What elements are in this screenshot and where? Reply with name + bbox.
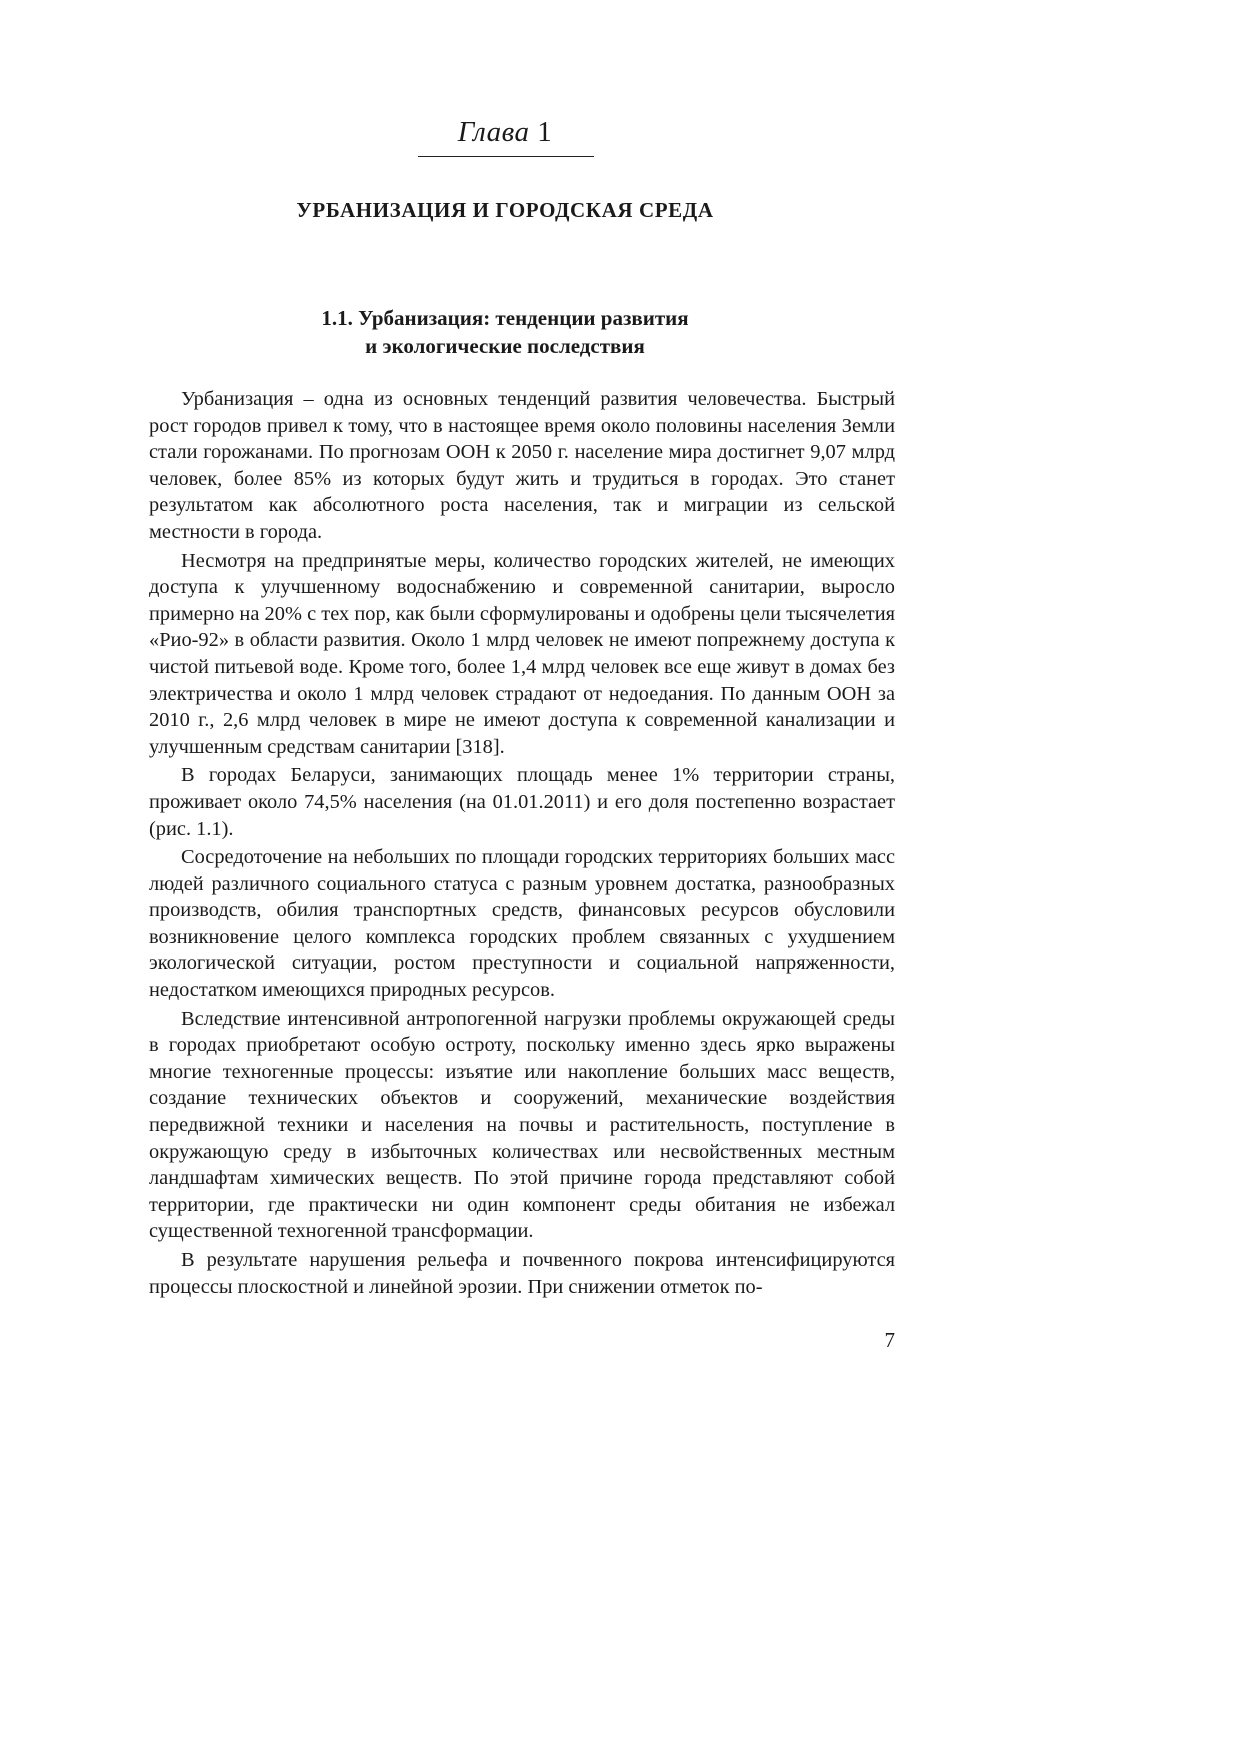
section-title-line-2: и экологические последствия <box>365 334 645 358</box>
page-number: 7 <box>884 1328 895 1352</box>
body-text <box>149 386 895 1302</box>
section-title <box>0 304 1010 360</box>
chapter-number: 1 <box>537 116 553 148</box>
section-title-line-1: 1.1. Урбанизация: тенденции развития <box>321 306 689 330</box>
chapter-divider <box>418 156 594 157</box>
chapter-word: Глава <box>457 116 530 148</box>
chapter-label <box>0 116 1010 149</box>
paragraph: Несмотря на предпринятые меры, количество городских жителей, не имеющих доступа к улучшенному водоснабжению и современной санитарии, выросло примерно на 20% с тех пор, как были сформулированы и одобрены цели тысячелетия «Рио-92» в области развития. Около 1 млрд человек не имеют попрежнему доступа к чистой питьевой воде. Кроме того, более 1,4 млрд человек все еще живут в домах без электричества и около 1 млрд человек страдают от недоедания. По данным ООН за 2010 г., 2,6 млрд человек в мире не имеют доступа к современной канализации и улучшенным средствам санитарии [318]. <box>149 549 895 758</box>
paragraph: Вследствие интенсивной антропогенной нагрузки проблемы окружающей среды в городах приобретают особую остроту, поскольку именно здесь ярко выражены многие техногенные процессы: изъятие или накопление больших масс веществ, создание технических объектов и сооружений, механические воздействия передвижной техники и населения на почвы и растительность, поступление в окружающую среду в избыточных количествах или несвойственных местным ландшафтам химических веществ. По этой причине города представляют собой территории, где практически ни один компонент среды обитания не избежал существенной техногенной трансформации. <box>149 1007 895 1243</box>
chapter-title: УРБАНИЗАЦИЯ И ГОРОДСКАЯ СРЕДА <box>296 198 714 222</box>
paragraph: Урбанизация – одна из основных тенденций развития человечества. Быстрый рост городов привел к тому, что в настоящее время около половины населения Земли стали горожанами. По прогнозам ООН к 2050 г. население мира достигнет 9,07 млрд человек, более 85% из которых будут жить и трудиться в городах. Это станет результатом как абсолютного роста населения, так и миграции из сельской местности в города. <box>149 388 895 543</box>
paragraph: Сосредоточение на небольших по площади городских территориях больших масс людей различного социального статуса с разным уровнем достатка, разнообразных производств, обилия транспортных средств, финансовых ресурсов обусловили возникновение целого комплекса городских проблем связанных с ухудшением экологической ситуации, ростом преступности и социальной напряженности, недостатком имеющихся природных ресурсов. <box>149 846 895 1002</box>
paragraph: В результате нарушения рельефа и почвенного покрова интенсифицируются процессы плоскостной и линейной эрозии. При снижении отметок по- <box>149 1249 895 1298</box>
paragraph: В городах Беларуси, занимающих площадь менее 1% территории страны, проживает около 74,5% населения (на 01.01.2011) и его доля постепенно возрастает (рис. 1.1). <box>149 764 895 840</box>
